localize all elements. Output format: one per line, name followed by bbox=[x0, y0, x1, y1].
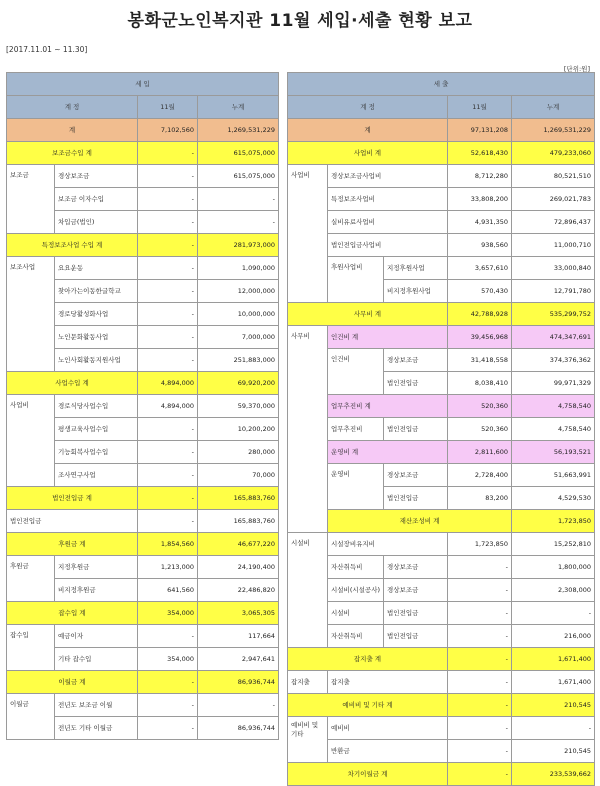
group-label: 사업비 bbox=[7, 395, 55, 487]
row-month: - bbox=[138, 510, 198, 533]
row-cumulative: 10,000,000 bbox=[198, 303, 279, 326]
row-month: 641,560 bbox=[138, 579, 198, 602]
row-label: 특정보조사업비 bbox=[328, 188, 448, 211]
row-cumulative: 2,947,641 bbox=[198, 648, 279, 671]
row-label: 평생교육사업수입 bbox=[55, 418, 138, 441]
row-label: 법인전입금 bbox=[7, 510, 138, 533]
subtotal-label: 특정보조사업 수입 계 bbox=[7, 234, 138, 257]
subtotal-row bbox=[7, 602, 279, 625]
row-label: 법인전입금 bbox=[384, 418, 448, 441]
subtotal-label: 사무비 계 bbox=[288, 303, 448, 326]
table-row bbox=[288, 211, 595, 234]
table-row bbox=[288, 349, 595, 372]
row-label: 전년도 보조금 이월 bbox=[55, 694, 138, 717]
row-label: 경상보조금 bbox=[384, 349, 448, 372]
subtotal-month: 354,000 bbox=[138, 602, 198, 625]
subtotal-row bbox=[7, 234, 279, 257]
subtotal-cumulative: 3,065,305 bbox=[198, 602, 279, 625]
row-month: - bbox=[448, 625, 512, 648]
revenue-total-row bbox=[7, 119, 279, 142]
row-sublabel: 경상보조금 bbox=[384, 556, 448, 579]
subtotal-cumulative: 69,920,200 bbox=[198, 372, 279, 395]
row-month: - bbox=[448, 579, 512, 602]
subtotal-cumulative: 281,973,000 bbox=[198, 234, 279, 257]
row-label: 비지정후원사업 bbox=[384, 280, 448, 303]
row-label: 실비유료사업비 bbox=[328, 211, 448, 234]
row-cumulative: 33,000,840 bbox=[512, 257, 595, 280]
report-period: [2017.11.01 ~ 11.30] bbox=[6, 45, 88, 54]
row-month: - bbox=[138, 188, 198, 211]
subtotal-month: 2,811,600 bbox=[448, 441, 512, 464]
row-label: 시설비 bbox=[328, 602, 384, 625]
row-cumulative: 165,883,760 bbox=[198, 510, 279, 533]
subtotal-month: - bbox=[138, 142, 198, 165]
table-row bbox=[288, 556, 595, 579]
row-cumulative: 51,663,991 bbox=[512, 464, 595, 487]
table-row bbox=[7, 625, 279, 648]
row-cumulative: - bbox=[512, 717, 595, 740]
row-month: - bbox=[138, 326, 198, 349]
subtotal-label: 재산조성비 계 bbox=[328, 510, 512, 533]
row-label: 잡지출 bbox=[328, 671, 448, 694]
table-row bbox=[288, 533, 595, 556]
row-cumulative: 15,252,810 bbox=[512, 533, 595, 556]
row-month: - bbox=[138, 464, 198, 487]
row-month: - bbox=[448, 671, 512, 694]
group-label: 사무비 bbox=[288, 326, 328, 533]
row-cumulative: 7,000,000 bbox=[198, 326, 279, 349]
row-label: 차입금(법인) bbox=[55, 211, 138, 234]
row-cumulative: 72,896,437 bbox=[512, 211, 595, 234]
row-month: 8,038,410 bbox=[448, 372, 512, 395]
subtotal-month: 52,618,430 bbox=[448, 142, 512, 165]
row-label: 법인전입금 bbox=[384, 487, 448, 510]
row-month: 2,728,400 bbox=[448, 464, 512, 487]
subtotal-month: 1,854,560 bbox=[138, 533, 198, 556]
row-cumulative: 117,664 bbox=[198, 625, 279, 648]
subtotal-month: - bbox=[448, 694, 512, 717]
row-month: - bbox=[138, 441, 198, 464]
subtotal-month: - bbox=[138, 487, 198, 510]
row-month: - bbox=[138, 625, 198, 648]
total-cumulative: 1,269,531,229 bbox=[198, 119, 279, 142]
row-month: 520,360 bbox=[448, 418, 512, 441]
subtotal-month: 4,894,000 bbox=[138, 372, 198, 395]
row-cumulative: - bbox=[198, 694, 279, 717]
row-month: - bbox=[138, 280, 198, 303]
row-label: 조사연구사업 bbox=[55, 464, 138, 487]
row-label: 경상보조금 bbox=[55, 165, 138, 188]
subtotal-cumulative: 46,677,220 bbox=[198, 533, 279, 556]
group-label: 보조금 bbox=[7, 165, 55, 234]
row-month: 1,213,000 bbox=[138, 556, 198, 579]
row-label: 보조금 이자수입 bbox=[55, 188, 138, 211]
row-month: - bbox=[448, 556, 512, 579]
subtotal-month: - bbox=[448, 648, 512, 671]
group-label: 보조사업 bbox=[7, 257, 55, 372]
row-month: - bbox=[138, 165, 198, 188]
subgroup-label: 운영비 bbox=[328, 464, 384, 510]
row-label: 법인전입금사업비 bbox=[328, 234, 448, 257]
row-sublabel: 경상보조금 bbox=[384, 579, 448, 602]
row-label: 경로당활성화사업 bbox=[55, 303, 138, 326]
row-month: 3,657,610 bbox=[448, 257, 512, 280]
total-month: 97,131,208 bbox=[448, 119, 512, 142]
table-row bbox=[288, 165, 595, 188]
row-cumulative: 59,370,000 bbox=[198, 395, 279, 418]
row-month: 83,200 bbox=[448, 487, 512, 510]
row-month: 354,000 bbox=[138, 648, 198, 671]
subtotal-cumulative: 474,347,691 bbox=[512, 326, 595, 349]
subtotal-row bbox=[288, 694, 595, 717]
pink-subtotal-row bbox=[288, 395, 595, 418]
group-label: 시설비 bbox=[288, 533, 328, 648]
subtotal-label: 법인전입금 계 bbox=[7, 487, 138, 510]
row-label: 자산취득비 bbox=[328, 556, 384, 579]
subgroup-label: 인건비 bbox=[328, 349, 384, 395]
subtotal-label: 차기이월금 계 bbox=[288, 763, 448, 786]
row-label: 기타 잡수입 bbox=[55, 648, 138, 671]
row-month: - bbox=[138, 694, 198, 717]
table-row bbox=[288, 418, 595, 441]
col-cumulative: 누계 bbox=[198, 96, 279, 119]
row-cumulative: 216,000 bbox=[512, 625, 595, 648]
subtotal-label: 잡수입 계 bbox=[7, 602, 138, 625]
revenue-header-row bbox=[7, 73, 279, 96]
row-sublabel: 법인전입금 bbox=[384, 625, 448, 648]
row-month: - bbox=[448, 602, 512, 625]
row-month: 570,430 bbox=[448, 280, 512, 303]
row-label: 경로식당사업수입 bbox=[55, 395, 138, 418]
row-cumulative: 374,376,362 bbox=[512, 349, 595, 372]
row-cumulative: 22,486,820 bbox=[198, 579, 279, 602]
col-month: 11월 bbox=[138, 96, 198, 119]
subtotal-cumulative: 535,299,752 bbox=[512, 303, 595, 326]
table-row bbox=[288, 579, 595, 602]
table-row bbox=[7, 556, 279, 579]
row-label: 예비비 bbox=[328, 717, 448, 740]
total-month: 7,102,560 bbox=[138, 119, 198, 142]
total-cumulative: 1,269,531,229 bbox=[512, 119, 595, 142]
table-row bbox=[7, 395, 279, 418]
page-title: 봉화군노인복지관 11월 세입·세출 현황 보고 bbox=[127, 11, 473, 31]
row-cumulative: 70,000 bbox=[198, 464, 279, 487]
col-cumulative: 누계 bbox=[512, 96, 595, 119]
col-account: 계 정 bbox=[288, 96, 448, 119]
row-label: 지정후원금 bbox=[55, 556, 138, 579]
subtotal-cumulative: 1,671,400 bbox=[512, 648, 595, 671]
row-cumulative: 251,883,000 bbox=[198, 349, 279, 372]
row-label: 기능회복사업수입 bbox=[55, 441, 138, 464]
subtotal-cumulative: 615,075,000 bbox=[198, 142, 279, 165]
row-cumulative: 1,800,000 bbox=[512, 556, 595, 579]
subtotal-row bbox=[288, 648, 595, 671]
row-month: - bbox=[138, 257, 198, 280]
col-month: 11월 bbox=[448, 96, 512, 119]
table-row bbox=[288, 671, 595, 694]
subtotal-row bbox=[288, 763, 595, 786]
row-label: 비지정후원금 bbox=[55, 579, 138, 602]
subtotal-cumulative: 4,758,540 bbox=[512, 395, 595, 418]
row-cumulative: 12,791,780 bbox=[512, 280, 595, 303]
group-label: 후원금 bbox=[7, 556, 55, 602]
row-label: 법인전입금 bbox=[384, 372, 448, 395]
table-row bbox=[288, 625, 595, 648]
row-cumulative: 269,021,783 bbox=[512, 188, 595, 211]
table-row bbox=[7, 257, 279, 280]
row-cumulative: 210,545 bbox=[512, 740, 595, 763]
subtotal-row bbox=[288, 510, 595, 533]
subtotal-label: 운영비 계 bbox=[328, 441, 448, 464]
pink-subtotal-row bbox=[288, 441, 595, 464]
row-cumulative: - bbox=[512, 602, 595, 625]
subtotal-row bbox=[7, 142, 279, 165]
row-month: - bbox=[138, 303, 198, 326]
subtotal-label: 후원금 계 bbox=[7, 533, 138, 556]
row-label: 전년도 기타 이월금 bbox=[55, 717, 138, 740]
subtotal-month: 520,360 bbox=[448, 395, 512, 418]
pink-subtotal-row bbox=[288, 326, 595, 349]
subtotal-label: 보조금수입 계 bbox=[7, 142, 138, 165]
subtotal-cumulative: 86,936,744 bbox=[198, 671, 279, 694]
row-cumulative: 1,090,000 bbox=[198, 257, 279, 280]
subtotal-label: 잡지출 계 bbox=[288, 648, 448, 671]
row-cumulative: 4,529,530 bbox=[512, 487, 595, 510]
row-label: 지정후원사업 bbox=[384, 257, 448, 280]
row-cumulative: 12,000,000 bbox=[198, 280, 279, 303]
subtotal-row bbox=[7, 372, 279, 395]
subtotal-label: 예비비 및 기타 계 bbox=[288, 694, 448, 717]
row-month: - bbox=[138, 418, 198, 441]
total-label: 계 bbox=[288, 119, 448, 142]
group-label: 이월금 bbox=[7, 694, 55, 740]
row-cumulative: 80,521,510 bbox=[512, 165, 595, 188]
expenditure-table bbox=[287, 72, 595, 786]
group-label: 예비비 및기타 bbox=[288, 717, 328, 763]
table-row bbox=[288, 257, 595, 280]
table-row bbox=[288, 464, 595, 487]
row-month: - bbox=[138, 349, 198, 372]
unit-label: [단위:원] bbox=[563, 65, 590, 73]
row-label: 예금이자 bbox=[55, 625, 138, 648]
row-sublabel: 법인전입금 bbox=[384, 602, 448, 625]
row-label: 시설비(시설공사) bbox=[328, 579, 384, 602]
group-label: 잡지출 bbox=[288, 671, 328, 694]
subtotal-month: 39,456,968 bbox=[448, 326, 512, 349]
revenue-header: 세 입 bbox=[7, 73, 279, 96]
row-cumulative: 99,971,329 bbox=[512, 372, 595, 395]
row-month: 31,418,558 bbox=[448, 349, 512, 372]
row-cumulative: 86,936,744 bbox=[198, 717, 279, 740]
subtotal-month: - bbox=[138, 234, 198, 257]
row-month: - bbox=[448, 740, 512, 763]
row-label: 찾아가는이동한글학교 bbox=[55, 280, 138, 303]
row-label: 요요운동 bbox=[55, 257, 138, 280]
table-row bbox=[7, 694, 279, 717]
subgroup-label: 후원사업비 bbox=[328, 257, 384, 303]
revenue-column-header-row bbox=[7, 96, 279, 119]
row-month: 1,723,850 bbox=[448, 533, 512, 556]
table-row bbox=[7, 165, 279, 188]
subtotal-cumulative: 56,193,521 bbox=[512, 441, 595, 464]
table-row bbox=[288, 234, 595, 257]
subtotal-cumulative: 210,545 bbox=[512, 694, 595, 717]
row-label: 경상보조금 bbox=[384, 464, 448, 487]
row-cumulative: 24,190,400 bbox=[198, 556, 279, 579]
subtotal-cumulative: 165,883,760 bbox=[198, 487, 279, 510]
subtotal-cumulative: 233,539,662 bbox=[512, 763, 595, 786]
row-label: 반환금 bbox=[328, 740, 448, 763]
row-month: - bbox=[448, 717, 512, 740]
expenditure-header: 세 출 bbox=[288, 73, 595, 96]
expenditure-header-row bbox=[288, 73, 595, 96]
subtotal-label: 사업수입 계 bbox=[7, 372, 138, 395]
row-cumulative: 280,000 bbox=[198, 441, 279, 464]
table-row bbox=[288, 740, 595, 763]
expenditure-column-header-row bbox=[288, 96, 595, 119]
subtotal-label: 사업비 계 bbox=[288, 142, 448, 165]
row-cumulative: 11,000,710 bbox=[512, 234, 595, 257]
subgroup-label: 업무추진비 bbox=[328, 418, 384, 441]
col-account: 계 정 bbox=[7, 96, 138, 119]
row-month: - bbox=[138, 211, 198, 234]
table-row bbox=[288, 602, 595, 625]
subtotal-row bbox=[7, 533, 279, 556]
total-label: 계 bbox=[7, 119, 138, 142]
row-cumulative: 10,200,200 bbox=[198, 418, 279, 441]
row-label: 노인사회활동지원사업 bbox=[55, 349, 138, 372]
row-label: 경상보조금사업비 bbox=[328, 165, 448, 188]
subtotal-row bbox=[7, 487, 279, 510]
row-cumulative: 2,308,000 bbox=[512, 579, 595, 602]
subtotal-label: 인건비 계 bbox=[328, 326, 448, 349]
subtotal-row bbox=[288, 303, 595, 326]
subtotal-label: 이월금 계 bbox=[7, 671, 138, 694]
row-label: 시설장비유지비 bbox=[328, 533, 448, 556]
revenue-table bbox=[6, 72, 279, 740]
subtotal-month: 1,723,850 bbox=[512, 510, 595, 533]
row-month: 4,931,350 bbox=[448, 211, 512, 234]
row-cumulative: 4,758,540 bbox=[512, 418, 595, 441]
group-label: 잡수입 bbox=[7, 625, 55, 671]
group-label: 사업비 bbox=[288, 165, 328, 303]
row-cumulative: 1,671,400 bbox=[512, 671, 595, 694]
table-row bbox=[288, 717, 595, 740]
row-label: 노인문화활동사업 bbox=[55, 326, 138, 349]
row-cumulative: 615,075,000 bbox=[198, 165, 279, 188]
row-label: 자산취득비 bbox=[328, 625, 384, 648]
row-cumulative: - bbox=[198, 211, 279, 234]
row-month: 33,808,200 bbox=[448, 188, 512, 211]
row-month: 938,560 bbox=[448, 234, 512, 257]
expenditure-total-row bbox=[288, 119, 595, 142]
row-month: 4,894,000 bbox=[138, 395, 198, 418]
table-row bbox=[288, 188, 595, 211]
subtotal-month: - bbox=[448, 763, 512, 786]
row-month: 8,712,280 bbox=[448, 165, 512, 188]
subtotal-row bbox=[7, 671, 279, 694]
subtotal-month: - bbox=[138, 671, 198, 694]
row-cumulative: - bbox=[198, 188, 279, 211]
subtotal-row bbox=[288, 142, 595, 165]
table-row bbox=[7, 510, 279, 533]
subtotal-label: 업무추진비 계 bbox=[328, 395, 448, 418]
subtotal-month: 42,788,928 bbox=[448, 303, 512, 326]
subtotal-cumulative: 479,233,060 bbox=[512, 142, 595, 165]
row-month: - bbox=[138, 717, 198, 740]
